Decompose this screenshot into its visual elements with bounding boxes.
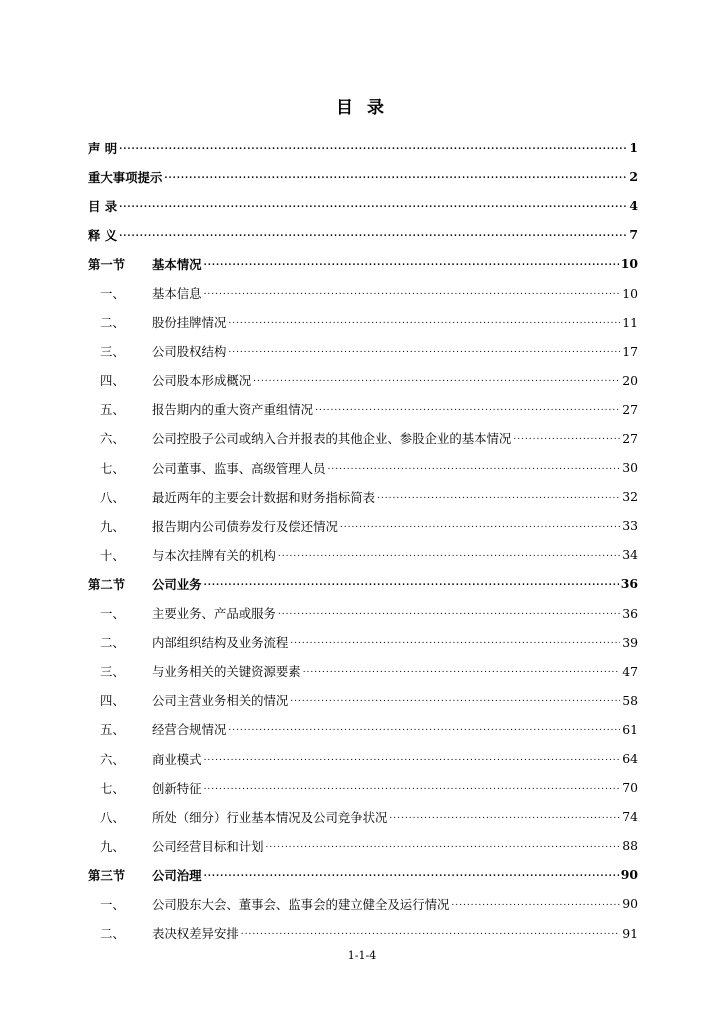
dot-leader <box>228 349 620 359</box>
toc-entry[interactable] <box>88 744 638 773</box>
toc-entry-number: 八、 <box>100 489 125 505</box>
toc-entry-label: 重大事项提示 <box>88 169 163 185</box>
dot-leader <box>119 146 627 156</box>
toc-entry-label: 公司股权结构 <box>152 344 227 360</box>
dot-leader <box>513 436 620 446</box>
toc-entry-label: 与本次挂牌有关的机构 <box>152 547 276 563</box>
toc-entry-number: 第三节 <box>88 867 126 883</box>
dot-leader <box>204 786 621 796</box>
dot-leader <box>266 844 621 854</box>
toc-entry-page: 90 <box>620 867 638 883</box>
toc-entry-page: 2 <box>629 169 638 185</box>
toc-entry-page: 20 <box>622 372 638 388</box>
dot-leader <box>228 727 620 737</box>
toc-entry-page: 36 <box>620 576 638 592</box>
toc-entry-number: 六、 <box>100 431 125 447</box>
dot-leader <box>290 640 620 650</box>
toc-entry-page: 33 <box>622 518 638 534</box>
toc-entry-page: 58 <box>622 692 638 708</box>
dot-leader <box>204 262 619 272</box>
toc-entry-number: 一、 <box>100 606 125 622</box>
page-number-footer: 1-1-4 <box>347 949 377 962</box>
dot-leader <box>119 233 627 243</box>
toc-entry-number: 第二节 <box>88 576 126 592</box>
dot-leader <box>315 407 620 417</box>
toc-entry-label: 股份挂牌情况 <box>152 315 227 331</box>
toc-entry-label: 经营合规情况 <box>152 722 227 738</box>
dot-leader <box>164 175 627 185</box>
toc-entry-number: 四、 <box>100 693 125 709</box>
toc-entry[interactable] <box>88 162 638 191</box>
toc-entry-number: 三、 <box>100 344 125 360</box>
toc-entry-page: 7 <box>629 227 638 243</box>
toc-entry[interactable] <box>88 860 638 889</box>
toc-entry-page: 1 <box>629 140 638 156</box>
dot-leader <box>290 698 620 708</box>
toc-entry-label: 表决权差异安排 <box>152 926 239 942</box>
toc-entry[interactable] <box>88 657 638 686</box>
dot-leader <box>303 669 621 679</box>
toc-entry-label: 公司董事、监事、高级管理人员 <box>152 460 326 476</box>
dot-leader <box>278 611 620 621</box>
toc-entry-number: 十、 <box>100 547 125 563</box>
dot-leader <box>241 931 620 941</box>
toc-entry-label: 释 义 <box>88 227 118 243</box>
toc-entry-label: 创新特征 <box>152 780 202 796</box>
toc-entry-page: 10 <box>622 285 638 301</box>
toc-entry-label: 公司控股子公司或纳入合并报表的其他企业、参股企业的基本情况 <box>152 431 512 447</box>
dot-leader <box>204 582 619 592</box>
dot-leader <box>389 815 620 825</box>
toc-entry[interactable] <box>88 366 638 395</box>
toc-entry-label: 与业务相关的关键资源要素 <box>152 664 301 680</box>
toc-entry-page: 91 <box>622 925 638 941</box>
toc-entry-label: 主要业务、产品或服务 <box>152 606 276 622</box>
toc-entry[interactable] <box>88 802 638 831</box>
toc-entry-label: 基本情况 <box>152 256 202 272</box>
toc-entry-page: 74 <box>622 809 638 825</box>
dot-leader <box>119 204 627 214</box>
toc-entry-number: 三、 <box>100 664 125 680</box>
toc-entry[interactable] <box>88 337 638 366</box>
toc-entry[interactable] <box>88 453 638 482</box>
toc-entry-number: 一、 <box>100 896 125 912</box>
toc-entry-page: 88 <box>622 838 638 854</box>
toc-entry-page: 90 <box>622 896 638 912</box>
toc-entry[interactable] <box>88 540 638 569</box>
toc-entry-number: 八、 <box>100 809 125 825</box>
toc-entry[interactable] <box>88 889 638 918</box>
toc-entry-page: 10 <box>620 256 638 272</box>
toc-entry-number: 二、 <box>100 315 125 331</box>
toc-entry[interactable] <box>88 599 638 628</box>
toc-entry-page: 32 <box>622 489 638 505</box>
toc-entry-label: 内部组织结构及业务流程 <box>152 635 289 651</box>
toc-entry[interactable] <box>88 715 638 744</box>
toc-entry-label: 公司经营目标和计划 <box>152 838 264 854</box>
toc-entry-number: 六、 <box>100 751 125 767</box>
toc-entry-number: 二、 <box>100 926 125 942</box>
toc-entry-page: 70 <box>622 780 638 796</box>
toc-entry-label: 最近两年的主要会计数据和财务指标简表 <box>152 489 376 505</box>
dot-leader <box>204 757 621 767</box>
toc-entry[interactable] <box>88 220 638 249</box>
toc-entry[interactable] <box>88 424 638 453</box>
dot-leader <box>278 553 620 563</box>
toc-entry-page: 34 <box>622 547 638 563</box>
toc-entry-page: 39 <box>622 634 638 650</box>
toc-entry-number: 七、 <box>100 780 125 796</box>
toc-entry-page: 61 <box>622 721 638 737</box>
toc-entry-label: 声 明 <box>88 140 118 156</box>
toc-entry-label: 目 录 <box>88 198 118 214</box>
toc-entry-page: 11 <box>622 314 638 330</box>
toc-entry-number: 九、 <box>100 518 125 534</box>
toc-entry-label: 报告期内公司债券发行及偿还情况 <box>152 518 338 534</box>
toc-entry-label: 公司治理 <box>152 867 202 883</box>
toc-entry[interactable] <box>88 569 638 598</box>
toc-entry-page: 36 <box>622 605 638 621</box>
toc-entry-number: 第一节 <box>88 256 126 272</box>
dot-leader <box>204 873 619 883</box>
toc-entry[interactable] <box>88 482 638 511</box>
toc-entry-label: 公司业务 <box>152 576 202 592</box>
toc-entry[interactable] <box>88 773 638 802</box>
toc-entry[interactable] <box>88 511 638 540</box>
toc-entry-number: 七、 <box>100 460 125 476</box>
toc-entry-number: 二、 <box>100 635 125 651</box>
toc-entry[interactable] <box>88 191 638 220</box>
toc-entry-page: 30 <box>622 460 638 476</box>
toc-entry[interactable] <box>88 395 638 424</box>
toc-entry[interactable] <box>88 831 638 860</box>
toc-entry-label: 公司主营业务相关的情况 <box>152 693 289 709</box>
toc-entry[interactable] <box>88 278 638 307</box>
page-title: 目 录 <box>336 98 388 118</box>
toc-entry-label: 商业模式 <box>152 751 202 767</box>
toc-entry-label: 基本信息 <box>152 286 202 302</box>
toc-entry-label: 公司股东大会、董事会、监事会的建立健全及运行情况 <box>152 896 450 912</box>
toc-entry-number: 四、 <box>100 373 125 389</box>
dot-leader <box>253 378 620 388</box>
toc-entry[interactable] <box>88 628 638 657</box>
toc-entry-page: 64 <box>622 751 638 767</box>
dot-leader <box>327 466 620 476</box>
toc-entry-number: 五、 <box>100 722 125 738</box>
toc-entry-page: 17 <box>622 343 638 359</box>
dot-leader <box>340 524 620 534</box>
toc-entry-page: 47 <box>622 663 638 679</box>
dot-leader <box>451 902 620 912</box>
toc-entry-number: 一、 <box>100 286 125 302</box>
toc-entry[interactable] <box>88 133 638 162</box>
toc-entry[interactable] <box>88 686 638 715</box>
toc-entry[interactable] <box>88 308 638 337</box>
toc-entry[interactable] <box>88 249 638 278</box>
toc-entry-label: 报告期内的重大资产重组情况 <box>152 402 314 418</box>
toc-entry-number: 五、 <box>100 402 125 418</box>
toc-entry-label: 公司股本形成概况 <box>152 373 252 389</box>
toc-entry-page: 27 <box>622 401 638 417</box>
dot-leader <box>377 495 620 505</box>
toc-entry[interactable] <box>88 919 638 948</box>
dot-leader <box>204 291 621 301</box>
toc-entry-page: 27 <box>622 430 638 446</box>
toc-entry-label: 所处（细分）行业基本情况及公司竞争状况 <box>152 809 388 825</box>
toc-entry-number: 九、 <box>100 838 125 854</box>
dot-leader <box>228 320 620 330</box>
toc-entry-page: 4 <box>629 198 638 214</box>
table-of-contents <box>88 133 638 948</box>
